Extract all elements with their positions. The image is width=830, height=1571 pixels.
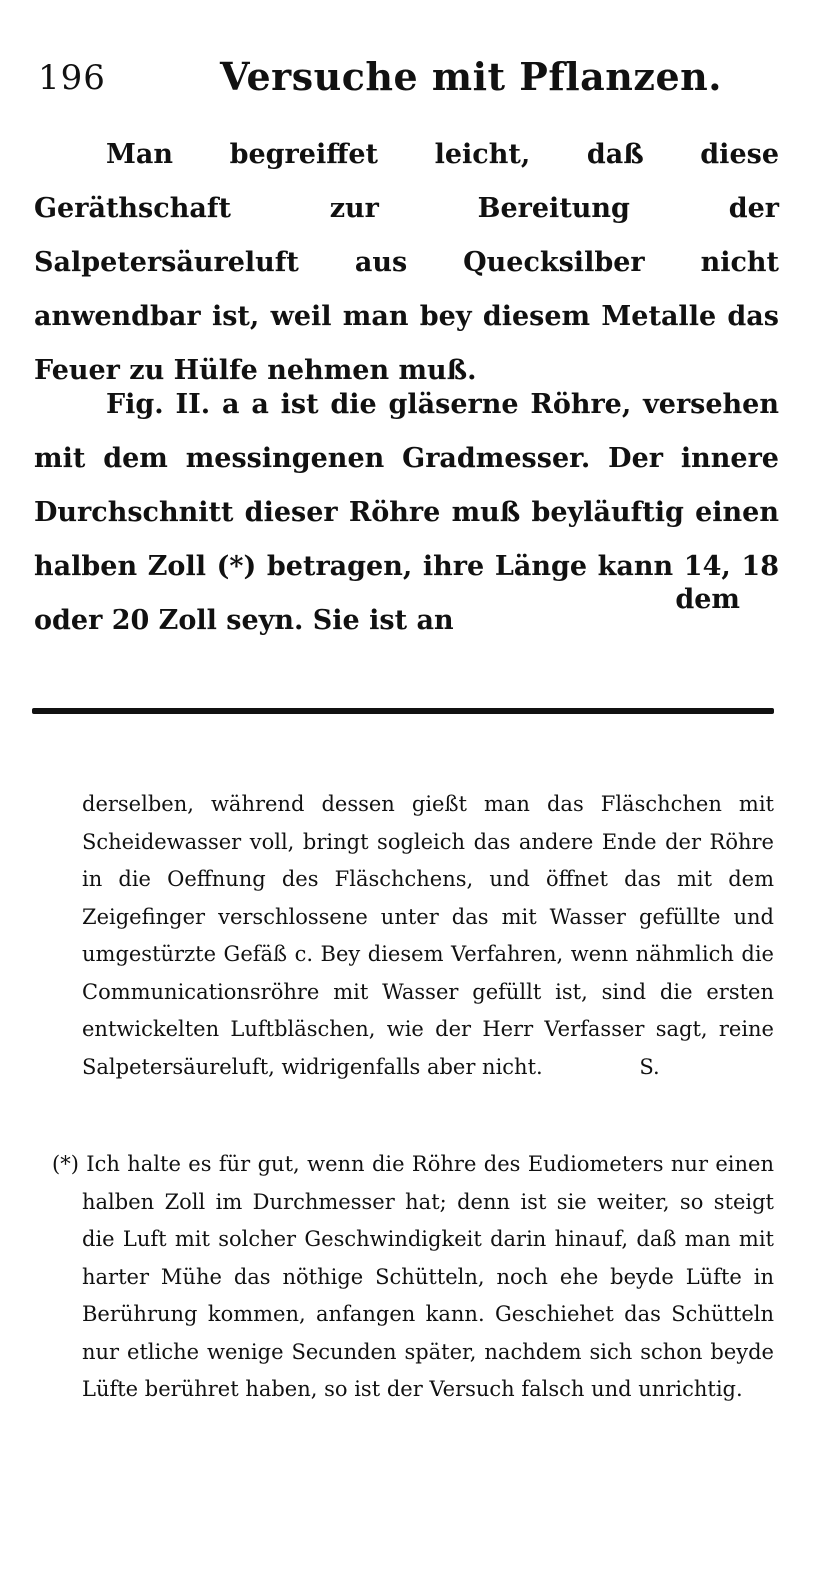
continued-note xyxy=(82,786,774,1086)
paragraph-text: Man begreiffet leicht, daß diese Geräthschaft zur Bereitung der Salpetersäureluft aus Quecksilber nicht anwendbar ist, weil man bey diesem Metalle das Feuer zu Hülfe nehmen muß. xyxy=(34,139,779,386)
continued-note-text xyxy=(82,786,774,1086)
running-title: Versuche mit Pflanzen. xyxy=(220,54,723,99)
page-number: 196 xyxy=(38,58,106,98)
footnote-divider-rule xyxy=(32,708,774,714)
body-paragraph-1 xyxy=(34,128,779,398)
body-paragraph-2 xyxy=(34,378,779,648)
catchword: dem xyxy=(675,584,740,615)
footnote xyxy=(52,1146,774,1409)
running-head xyxy=(30,52,790,102)
paragraph-text: Fig. II. a a ist die gläserne Röhre, versehen mit dem messingenen Gradmesser. Der innere Durchschnitt dieser Röhre muß beyläuftig einen halben Zoll (*) betragen, ihre Länge kann 14, 18 oder 20 Zoll seyn. Sie ist an xyxy=(34,389,779,636)
continued-note-body: derselben, während dessen gießt man das Fläschchen mit Scheidewasser voll, bringt sogleich das andere Ende der Röhre in die Oeffnung des Fläschchens, und öffnet das mit dem Zeigefinger verschlossene unter das mit Wasser gefüllte und umgestürzte Gefäß c. Bey diesem Verfahren, wenn nähmlich die Communicationsröhre mit Wasser gefüllt ist, sind die ersten entwickelten Luftbläschen, wie der Herr Verfasser sagt, reine Salpetersäureluft, widrigenfalls aber nicht. xyxy=(82,792,774,1079)
note-signature: S. xyxy=(639,1054,660,1079)
footnote-text: (*) Ich halte es für gut, wenn die Röhre des Eudiometers nur einen halben Zoll im Durchmesser hat; denn ist sie weiter, so steigt die Luft mit solcher Geschwindigkeit darin hinauf, daß man mit harter Mühe das nöthige Schütteln, noch ehe beyde Lüfte in Berührung kommen, anfangen kann. Geschiehet das Schütteln nur etliche wenige Secunden später, nachdem sich schon beyde Lüfte berühret haben, so ist der Versuch falsch und unrichtig. xyxy=(52,1152,774,1401)
